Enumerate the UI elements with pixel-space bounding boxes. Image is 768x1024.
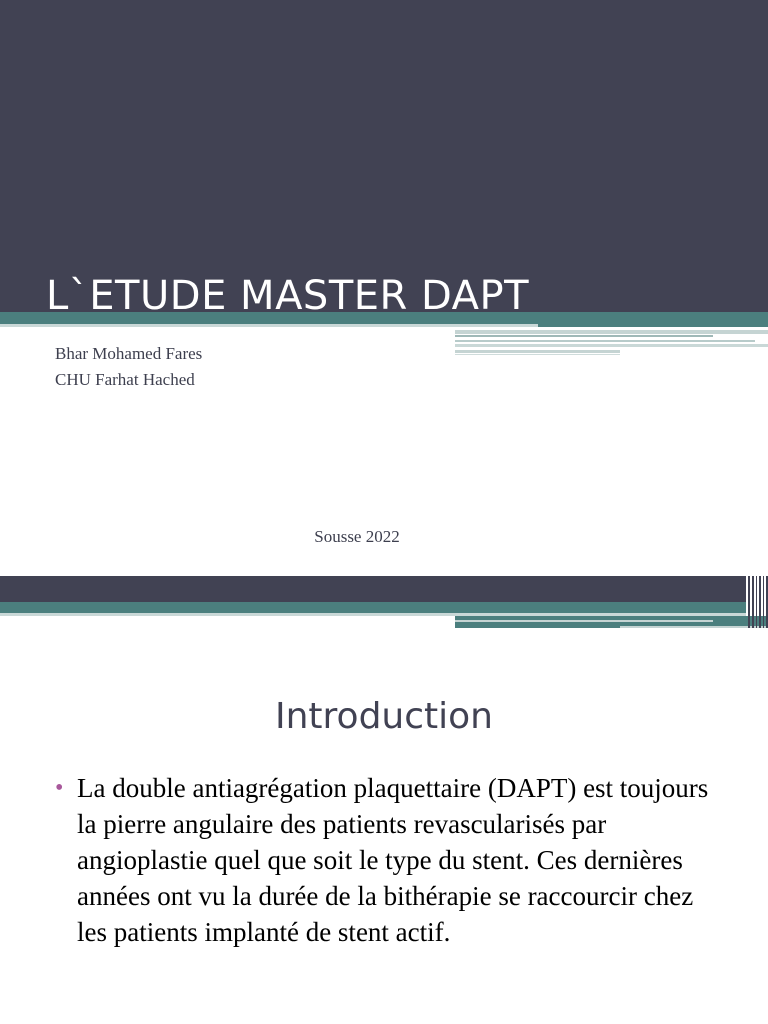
title-dark-band [0,0,768,314]
slide-heading: Introduction [274,696,493,737]
presentation-title: L`ETUDE MASTER DAPT [46,273,530,319]
bullet-marker: • [55,775,64,801]
presenter-name: Bhar Mohamed Fares [55,344,203,363]
introduction-slide [0,576,768,1024]
presenter-institution: CHU Farhat Hached [55,370,195,389]
presenter-info [55,341,202,393]
bullet-list [52,770,712,950]
list-item [52,770,712,950]
bullet-text: La double antiagrégation plaquettaire (DAPT) est toujours la pierre angulaire des patients revascularisés par angioplastie quel que soit le type du stent. Ces dernières années ont vu la durée de la bithérapie se raccourcir chez les patients implanté de stent actif. [77,773,709,947]
intro-slide-header-stripes [0,576,768,634]
presentation-date-place: Sousse 2022 [314,527,400,546]
